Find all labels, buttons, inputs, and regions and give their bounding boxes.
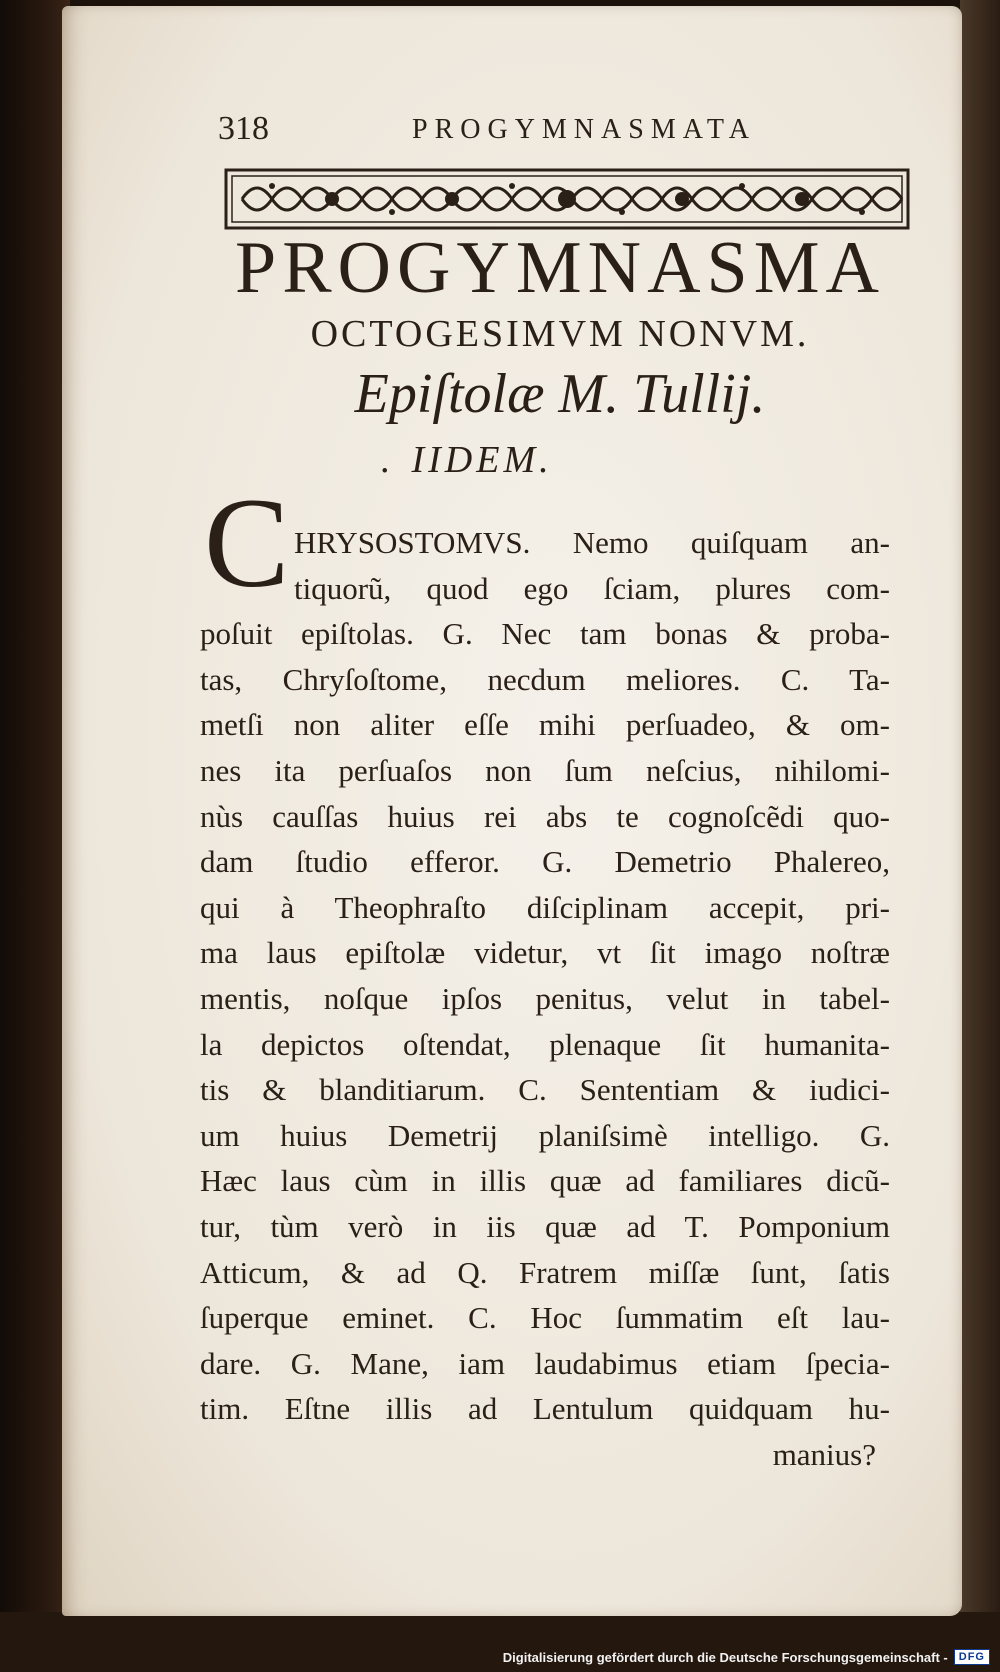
text-line: nes ita perſuaſos non ſum neſcius, nihilomi- xyxy=(200,752,890,788)
text-line: la depictos oſtendat, plenaque ſit humanita- xyxy=(200,1026,890,1062)
text-line: um huius Demetrij planiſsimè intelligo. G. xyxy=(200,1117,890,1153)
text-line: dare. G. Mane, iam laudabimus etiam ſpecia- xyxy=(200,1345,890,1381)
text-line: tis & blanditiarum. C. Sententiam & iudici- xyxy=(200,1072,890,1108)
text-line: metſi non aliter eſſe mihi perſuadeo, & om- xyxy=(200,707,890,743)
text-line: ma laus epiſtolæ videtur, vt ſit imago noſtræ xyxy=(200,935,890,971)
chapter-title: PROGYMNASMA xyxy=(235,227,885,309)
text-line: Hæc laus cùm in illis quæ ad familiares dicũ- xyxy=(200,1163,890,1199)
running-head xyxy=(218,110,838,160)
digitization-credit xyxy=(503,1646,990,1668)
scan-background-right xyxy=(960,0,1000,1672)
running-title: PROGYMNASMATA xyxy=(412,114,756,145)
text-line: HRYSOSTOMVS. Nemo quiſquam an- xyxy=(294,525,890,560)
text-line: tiquorũ, quod ego ſciam, plures com- xyxy=(294,570,890,606)
text-line: Atticum, & ad Q. Fratrem miſſæ ſunt, ſatis xyxy=(200,1254,890,1290)
dialogue-text xyxy=(200,520,890,1477)
scan-background-left xyxy=(0,0,70,1672)
text-line: tur, tùm verò in iis quæ ad T. Pomponium xyxy=(200,1208,890,1244)
section-title: Epiſtolæ M. Tullij. xyxy=(354,363,766,425)
speakers-heading xyxy=(380,438,680,494)
chapter-subtitle: OCTOGESIMVM NONVM. xyxy=(310,313,810,355)
page-number: 318 xyxy=(218,110,269,147)
text-line: poſuit epiſtolas. G. Nec tam bonas & proba- xyxy=(200,616,890,652)
text-line: dam ſtudio efferor. G. Demetrio Phalereo, xyxy=(200,844,890,880)
credit-text: Digitalisierung gefördert durch die Deutsche Forschungsgemeinschaft - xyxy=(502,1649,948,1665)
text-line: qui à Theophraſto diſciplinam accepit, pri- xyxy=(200,889,890,925)
text-line: ſuperque eminet. C. Hoc ſummatim eſt lau- xyxy=(200,1300,890,1336)
dfg-logo-icon: DFG xyxy=(954,1649,990,1665)
ornamental-headpiece xyxy=(222,164,912,234)
idem-label: IIDEM. xyxy=(411,439,553,481)
text-line: tas, Chryſoſtome, necdum meliores. C. Ta- xyxy=(200,661,890,697)
text-line: mentis, noſque ipſos penitus, velut in tabel- xyxy=(200,980,890,1016)
text-line: nùs cauſſas huius rei abs te cognoſcẽdi quo- xyxy=(200,798,890,834)
drop-cap-initial: C xyxy=(204,472,290,614)
heading-dot: . xyxy=(380,439,394,481)
text-line: tim. Eſtne illis ad Lentulum quidquam hu- xyxy=(200,1391,890,1427)
text-line-catchword: manius? xyxy=(772,1436,876,1472)
